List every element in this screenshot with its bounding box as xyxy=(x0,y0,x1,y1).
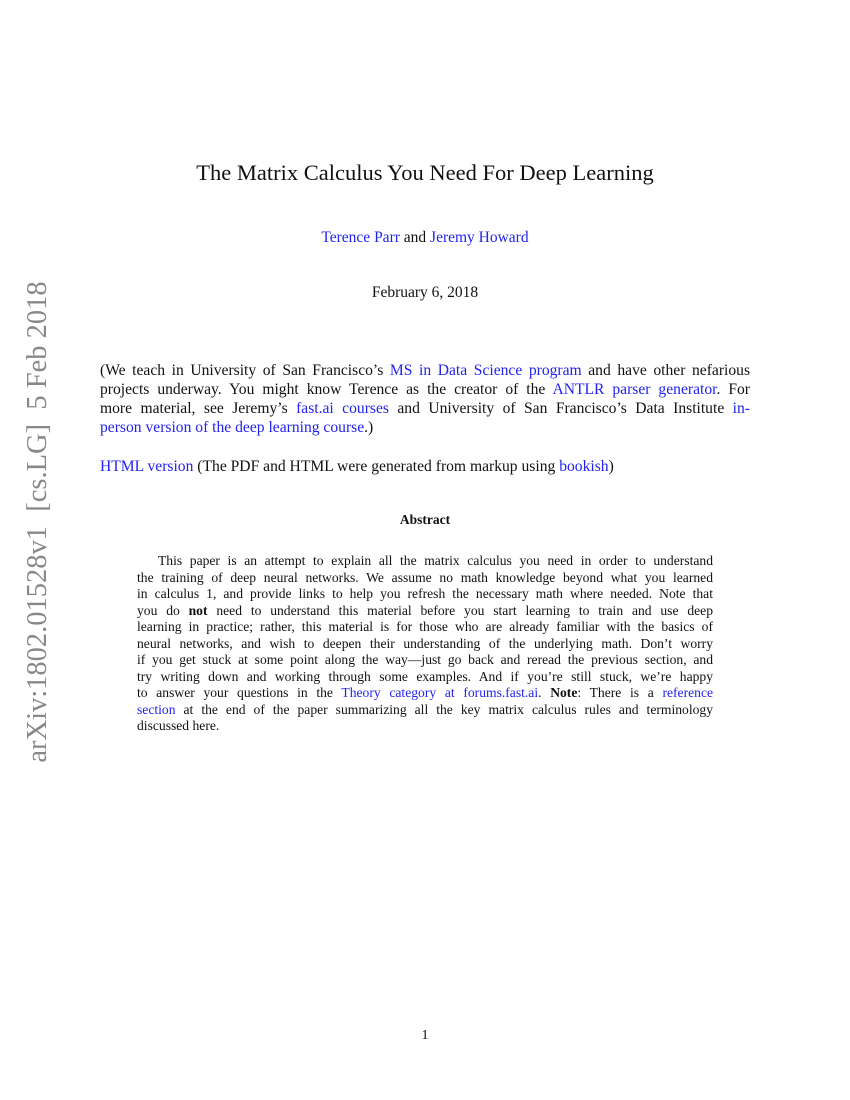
text-line xyxy=(137,718,713,735)
hyperlink[interactable]: in- xyxy=(732,400,750,417)
bold-text: not xyxy=(188,602,208,618)
text-segment: at the end of the paper summarizing all the key matrix calculus rules and terminology xyxy=(175,701,713,717)
html-version-end: ) xyxy=(608,458,614,475)
text-segment: need to understand this material before you start learning to train and use deep xyxy=(207,602,713,618)
text-line xyxy=(137,603,713,620)
text-segment: the training of deep neural networks. We assume no math knowledge beyond what you learned xyxy=(137,569,713,585)
text-line xyxy=(100,380,750,399)
hyperlink[interactable]: reference xyxy=(662,685,714,700)
abstract-paragraph xyxy=(137,553,713,735)
text-segment: if you get stuck at some point along the way—just go back and reread the previous section, and xyxy=(137,652,713,667)
hyperlink[interactable]: ANTLR parser generator xyxy=(552,381,717,398)
text-segment: . For xyxy=(716,381,750,398)
hyperlink[interactable]: fast.ai courses xyxy=(296,400,389,417)
text-segment: and University of San Francisco’s Data Institute xyxy=(388,400,733,417)
text-line xyxy=(137,586,713,603)
text-segment: more material, see Jeremy’s xyxy=(100,400,297,417)
text-line xyxy=(137,652,713,669)
text-segment: and have other nefarious xyxy=(581,362,751,379)
text-line xyxy=(137,702,713,719)
text-segment: : There is a xyxy=(577,685,663,700)
hyperlink[interactable]: MS in Data Science program xyxy=(389,362,582,379)
text-line xyxy=(137,636,713,653)
intro-paragraph xyxy=(100,361,750,437)
hyperlink[interactable]: Theory category at forums.fast.ai xyxy=(341,685,539,700)
text-line xyxy=(137,619,713,636)
authors-conjunction: and xyxy=(399,229,431,246)
text-segment: learning in practice; rather, this material is for those who are already familiar with the basics of xyxy=(137,619,713,634)
text-segment: to answer your questions in the xyxy=(137,685,342,700)
text-line xyxy=(137,685,713,702)
text-segment: you do xyxy=(137,602,189,618)
author-link-terence-parr[interactable]: Terence Parr xyxy=(321,229,400,246)
text-segment: neural networks, and wish to deepen their understanding of the underlying math. Don’t worry xyxy=(137,635,713,651)
page-number: 1 xyxy=(421,1028,429,1043)
text-segment: projects underway. You might know Terence as the creator of the xyxy=(100,381,553,398)
bold-text: Note xyxy=(550,685,578,700)
arxiv-identifier: arXiv:1802.01528v1 [cs.LG] 5 Feb 2018 xyxy=(22,281,53,763)
author-link-jeremy-howard[interactable]: Jeremy Howard xyxy=(430,229,529,246)
html-version-note xyxy=(100,458,614,476)
text-line xyxy=(100,399,750,418)
paper-title: The Matrix Calculus You Need For Deep Learning xyxy=(196,160,654,185)
hyperlink[interactable]: section xyxy=(137,701,176,717)
text-segment: . xyxy=(538,685,551,700)
text-segment: discussed here. xyxy=(137,718,220,733)
text-segment: try writing down and working through some examples. And if you’re still stuck, we’re happy xyxy=(137,668,713,684)
authors xyxy=(0,229,850,247)
bookish-link[interactable]: bookish xyxy=(559,458,609,475)
text-line xyxy=(137,553,713,570)
abstract-heading: Abstract xyxy=(399,512,451,527)
text-segment: This paper is an attempt to explain all the matrix calculus you need in order to understand xyxy=(158,553,713,568)
text-segment: in calculus 1, and provide links to help you refresh the necessary math where needed. Note that xyxy=(137,586,713,601)
publication-date: February 6, 2018 xyxy=(371,284,479,301)
hyperlink[interactable]: person version of the deep learning course xyxy=(100,419,365,436)
html-version-text: (The PDF and HTML were generated from markup using xyxy=(193,458,560,475)
text-line xyxy=(137,570,713,587)
text-segment: (We teach in University of San Francisco’s xyxy=(100,362,390,379)
text-segment: .) xyxy=(364,419,374,436)
text-line xyxy=(100,361,750,380)
text-line xyxy=(100,418,750,437)
html-version-link[interactable]: HTML version xyxy=(100,458,194,475)
text-line xyxy=(137,669,713,686)
